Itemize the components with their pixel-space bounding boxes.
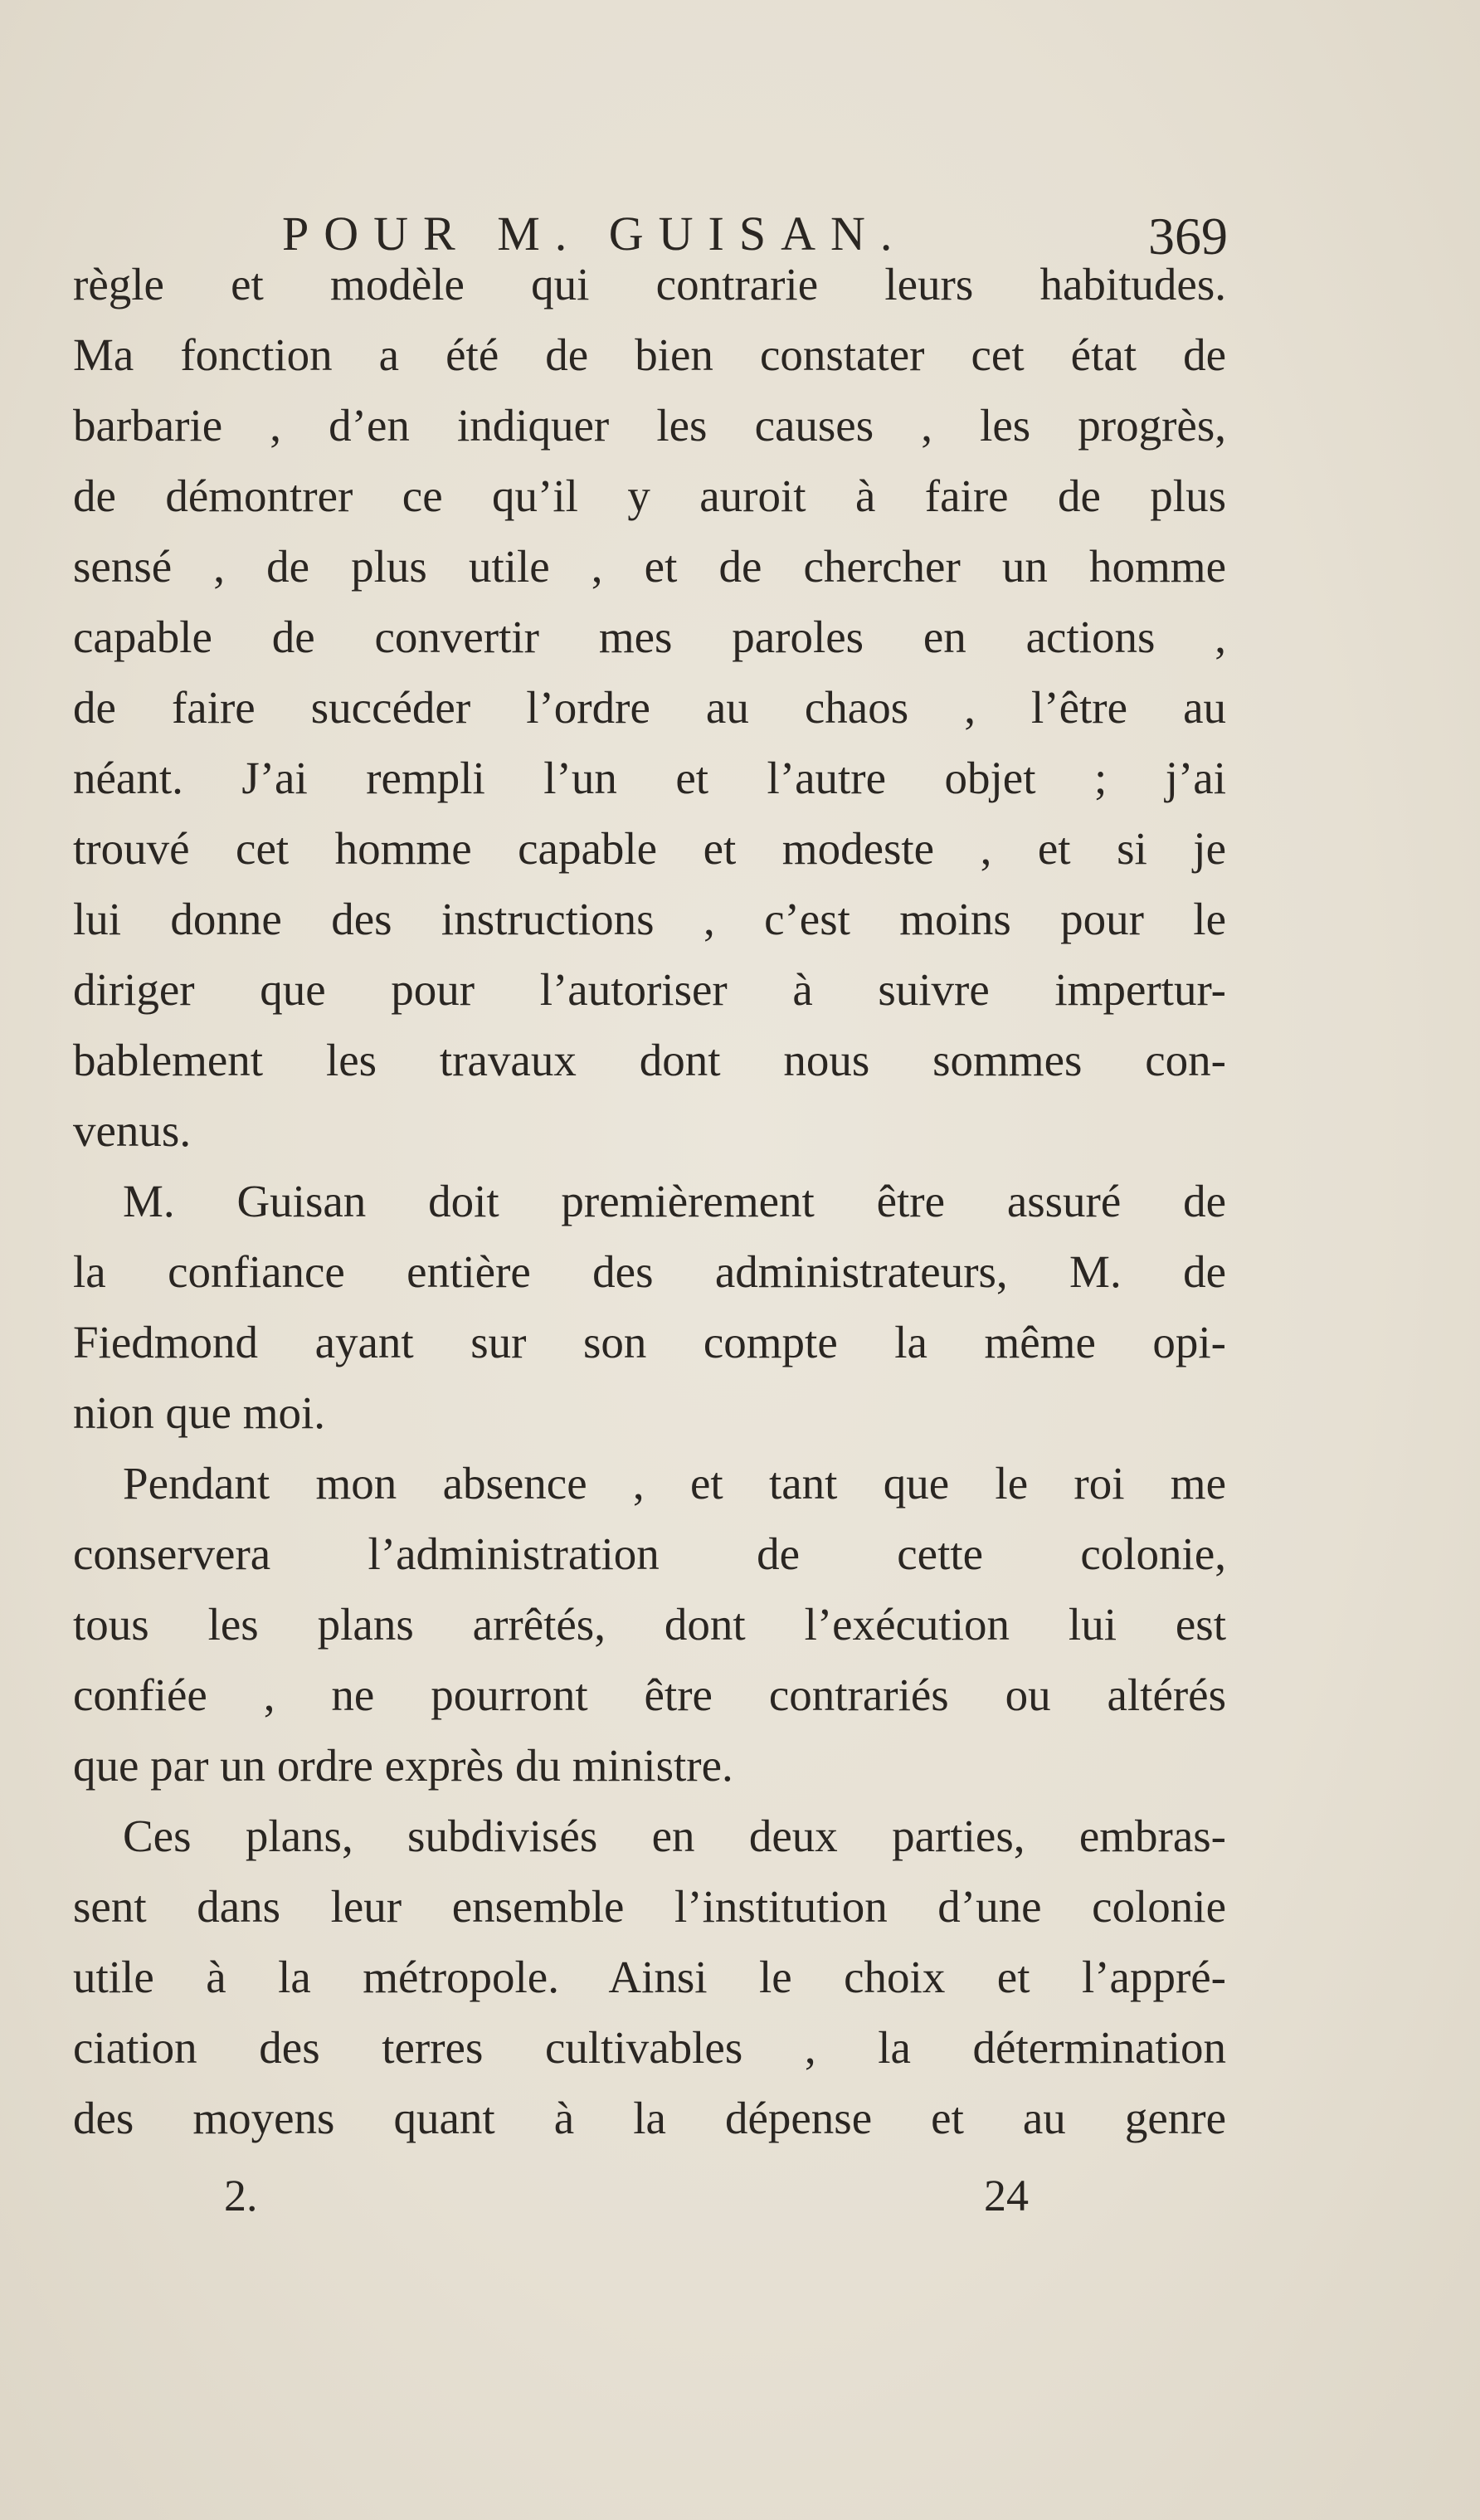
text-line: M. Guisan doit premièrement être assuré de <box>123 1176 1226 1226</box>
text-line: venus. <box>73 1105 192 1156</box>
text-line: Ces plans, subdivisés en deux parties, embras- <box>123 1811 1226 1861</box>
text-line: Ma fonction a été de bien constater cet état de <box>73 329 1226 380</box>
text-line: conservera l’administration de cette colonie, <box>73 1528 1226 1579</box>
text-line: ciation des terres cultivables , la détermination <box>73 2022 1226 2073</box>
text-line: la confiance entière des administrateurs, M. de <box>73 1246 1226 1297</box>
text-line: barbarie , d’en indiquer les causes , les progrès, <box>73 400 1226 451</box>
text-line: nion que moi. <box>73 1387 326 1438</box>
text-line: Pendant mon absence , et tant que le roi me <box>123 1458 1226 1509</box>
text-line: capable de convertir mes paroles en actions , <box>73 612 1226 662</box>
paragraph-2 <box>73 1166 1226 1448</box>
page-footer <box>224 2170 1029 2236</box>
paragraph-1 <box>73 249 1226 1166</box>
text-line: bablement les travaux dont nous sommes con- <box>73 1035 1226 1085</box>
text-line: que par un ordre exprès du ministre. <box>73 1740 733 1791</box>
text-line: tous les plans arrêtés, dont l’exécution lui est <box>73 1599 1226 1650</box>
text-line: Fiedmond ayant sur son compte la même opi- <box>73 1317 1226 1367</box>
paragraph-3 <box>73 1448 1226 1801</box>
body-text <box>73 249 1226 2153</box>
running-title: POUR M. GUISAN. <box>282 207 908 261</box>
text-line: confiée , ne pourront être contrariés ou altérés <box>73 1669 1226 1720</box>
text-line: utile à la métropole. Ainsi le choix et l’appré- <box>73 1952 1226 2002</box>
sheet-number: 24 <box>984 2171 1029 2220</box>
paragraph-4 <box>73 1801 1226 2153</box>
text-line: sent dans leur ensemble l’institution d’une colonie <box>73 1881 1226 1932</box>
text-line: de démontrer ce qu’il y auroit à faire de plus <box>73 470 1226 521</box>
text-line: sensé , de plus utile , et de chercher un homme <box>73 541 1226 592</box>
text-line: diriger que pour l’autoriser à suivre impertur- <box>73 964 1226 1015</box>
text-line: règle et modèle qui contrarie leurs habitudes. <box>73 259 1226 310</box>
text-line: de faire succéder l’ordre au chaos , l’être au <box>73 682 1226 733</box>
text-line: lui donne des instructions , c’est moins pour le <box>73 894 1226 944</box>
text-line: des moyens quant à la dépense et au genre <box>73 2093 1226 2143</box>
text-line: trouvé cet homme capable et modeste , et si je <box>73 823 1226 874</box>
text-line: néant. J’ai rempli l’un et l’autre objet ; j’ai <box>73 753 1226 803</box>
signature-mark: 2. <box>224 2171 258 2220</box>
page-number: 369 <box>1148 207 1228 266</box>
